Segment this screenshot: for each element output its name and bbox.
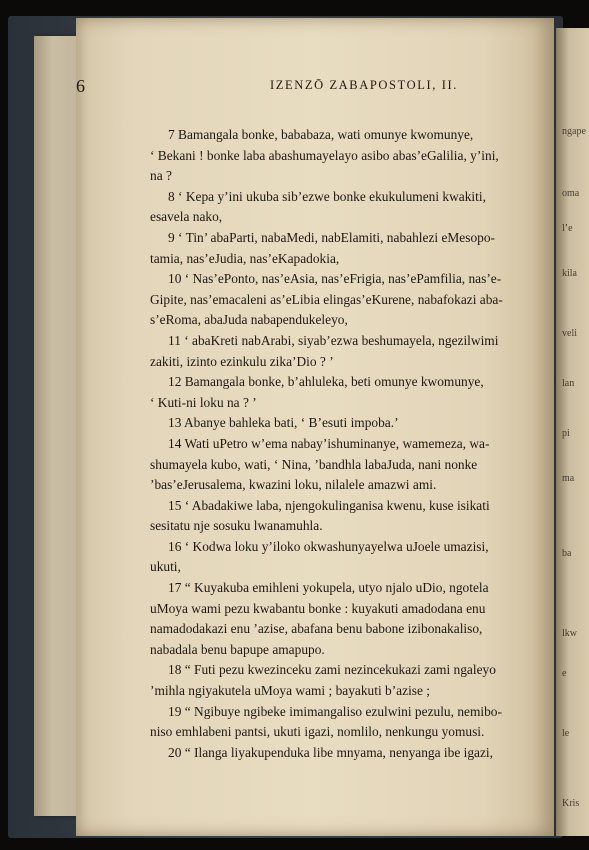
text-line: ’mihla ngiyakutela uMoya wami ; bayakuti b’azise ; [150,683,431,699]
verse-line: 18 “ Futi pezu kwezinceku zami nezincekukazi zami ngaleyo [168,662,496,678]
text-line: sesitatu nje sosuku lwanamuhla. [150,518,323,534]
next-page-fragment: le [562,728,570,739]
next-page-fragment: lan [562,378,575,389]
next-page-fragment: ma [562,473,575,484]
next-page-fragment: ba [562,548,572,559]
text-line: uMoya wami pezu kwabantu bonke : kuyakuti amadodana enu [150,600,486,616]
verse-line: 19 “ Ngibuye ngibeke imimangaliso ezulwini pezulu, nemibo- [168,703,502,719]
next-page-fragment: lkw [562,628,577,639]
text-line: ‘ Kuti-ni loku na ? ’ [150,394,257,410]
verse-line: 17 “ Kuyakuba emihleni yokupela, utyo njalo uDio, ngotela [168,580,489,596]
text-line: shumayela kubo, wati, ‘ Nina, ’bandhla labaJuda, nani nonke [150,456,478,472]
text-line: ‘ Bekani ! bonke laba abashumayelayo asibo abas’eGalilia, y’ini, [150,147,499,163]
next-page-fragment: l’e [562,223,573,234]
next-page-fragment: e [562,668,567,679]
next-page-fragment: Kris [562,798,580,809]
text-line: tamia, nas’eJudia, nas’eKapadokia, [150,250,340,266]
next-page-fragment: pi [562,428,570,439]
text-line: namadodakazi enu ’azise, abafana benu babone izibonakaliso, [150,621,483,637]
text-line: ’bas’eJerusalema, kwazini loku, nilalele amazwi ami. [150,477,437,493]
verse-line: 11 ‘ abaKreti nabArabi, siyab’ezwa beshumayela, ngezilwimi [168,332,499,348]
page-number: 6 [76,76,85,96]
verse-line: 12 Bamangala bonke, b’ahluleka, beti omunye kwomunye, [168,374,484,390]
next-page-fragment: veli [562,328,577,339]
text-line: esavela nako, [150,209,223,225]
page-header [0,76,589,96]
text-line: nabadala benu bapupe amapupo. [150,641,325,657]
verse-line: 14 Wati uPetro w’ema nabay’ishuminanye, wamemeza, wa- [168,435,490,451]
verse-line: 15 ‘ Abadakiwe laba, njengokulinganisa kwenu, kuse isikati [168,497,490,513]
text-line: ukuti, [150,559,181,575]
verse-line: 20 “ Ilanga liyakupenduka libe mnyama, nenyanga ibe igazi, [168,744,493,760]
next-page-fragment: ngape [562,126,586,137]
text-line: na ? [150,168,172,184]
running-title: IZENZŌ ZABAPOSTOLI, II. [270,78,458,92]
text-line: Gipite, nas’emacaleni as’eLibia elingas’eKurene, nabafokazi aba- [150,291,503,307]
body-text [150,125,530,763]
verse-line: 13 Abanye bahleka bati, ‘ B’esuti impoba.’ [168,415,399,431]
verse-line: 8 ‘ Kepa y’ini ukuba sib’ezwe bonke ekukulumeni kwakiti, [168,188,486,204]
next-page-fragment: kila [562,268,577,279]
verse-line: 10 ‘ Nas’ePonto, nas’eAsia, nas’eFrigia, nas’ePamfilia, nas’e- [168,271,502,287]
verse-line: 16 ‘ Kodwa loku y’iloko okwashunyayelwa uJoele umazisi, [168,538,489,554]
text-line: zakiti, izinto ezinkulu zika’Dio ? ’ [150,353,334,369]
verse-line: 9 ‘ Tin’ abaParti, nabaMedi, nabElamiti, nabahlezi eMesopo- [168,229,495,245]
next-page-fragment: oma [562,188,580,199]
next-page-edge [556,28,589,836]
text-line: niso emhlabeni pantsi, ukuti igazi, nomlilo, nenkungu yomusi. [150,724,485,740]
verse-line: 7 Bamangala bonke, bababaza, wati omunye kwomunye, [168,127,474,142]
text-line: s’eRoma, abaJuda nabapendukeleyo, [150,312,348,328]
